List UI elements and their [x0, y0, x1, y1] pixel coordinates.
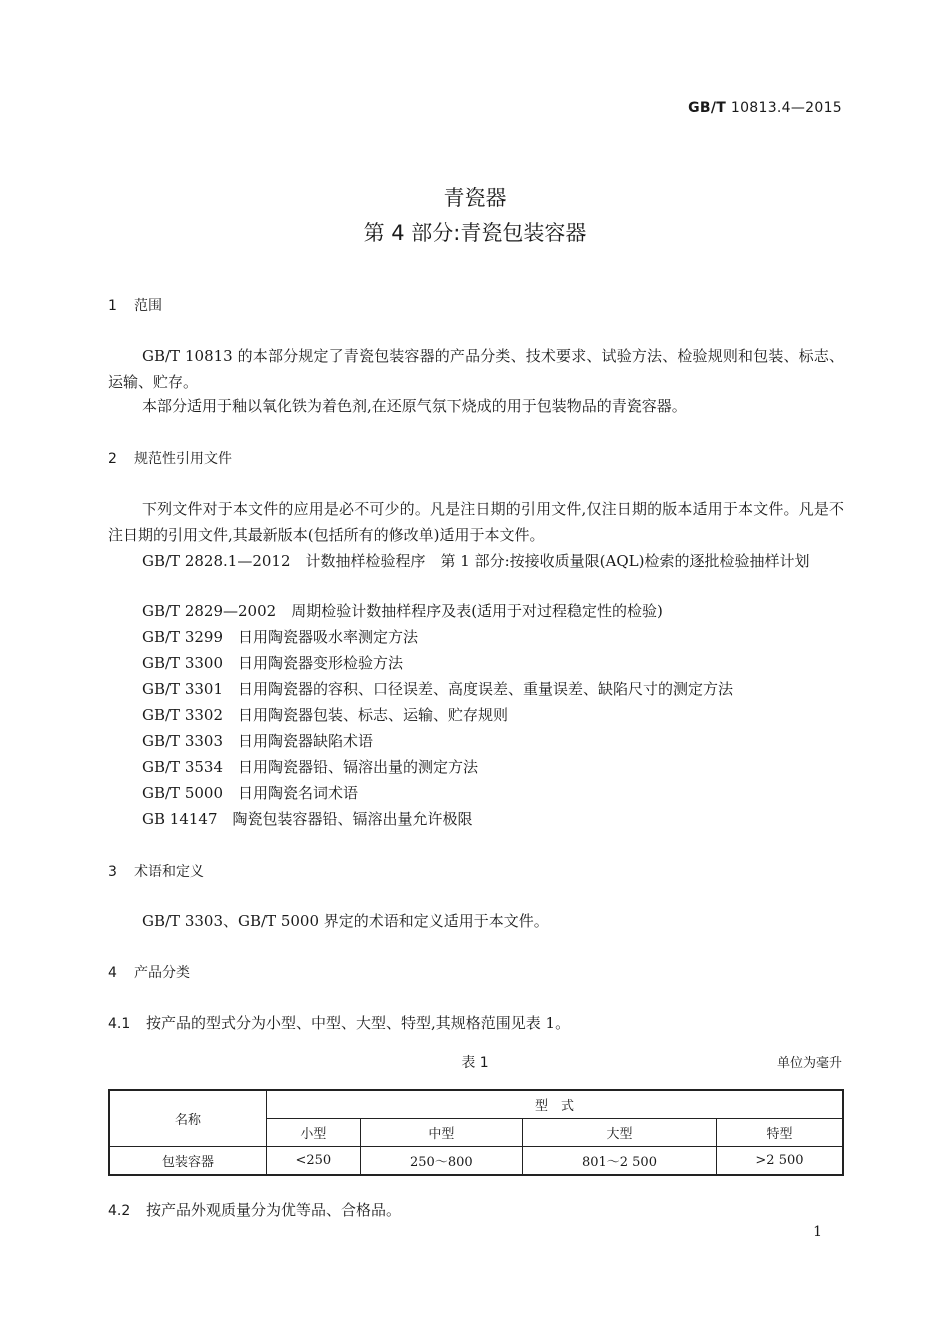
clause-4-2: 4.2 按产品外观质量分为优等品、合格品。	[108, 1201, 402, 1219]
normative-reference: GB/T 3534 日用陶瓷器铅、镉溶出量的测定方法	[142, 758, 479, 776]
standard-number: GB/T 10813.4—2015	[688, 100, 842, 116]
document-subtitle: 第 4 部分:青瓷包装容器	[363, 221, 587, 245]
section-2-heading: 2 规范性引用文件	[108, 451, 232, 467]
table-header-type: 型 式	[267, 1090, 844, 1119]
table-cell: 250～800	[360, 1147, 522, 1176]
section-3-paragraph-1: GB/T 3303、GB/T 5000 界定的术语和定义适用于本文件。	[142, 912, 549, 930]
page-number: 1	[813, 1224, 822, 1240]
section-2-paragraph-1: 下列文件对于本文件的应用是必不可少的。凡是注日期的引用文件,仅注日期的版本适用于本文件。凡是不注日期的引用文件,其最新版本(包括所有的修改单)适用于本文件。	[108, 500, 844, 544]
section-1-paragraph-2: 本部分适用于釉以氧化铁为着色剂,在还原气氛下烧成的用于包装物品的青瓷容器。	[142, 397, 687, 415]
table-col-header: 大型	[522, 1119, 716, 1147]
document-title: 青瓷器	[443, 186, 507, 210]
normative-reference: GB/T 3301 日用陶瓷器的容积、口径误差、高度误差、重量误差、缺陷尺寸的测定方法	[142, 680, 734, 698]
normative-reference: GB/T 3300 日用陶瓷器变形检验方法	[142, 654, 404, 672]
normative-reference: GB 14147 陶瓷包装容器铅、镉溶出量允许极限	[142, 810, 473, 828]
section-1-paragraph-1: GB/T 10813 的本部分规定了青瓷包装容器的产品分类、技术要求、试验方法、检验规则和包装、标志、运输、贮存。	[108, 347, 844, 391]
table-col-header: 中型	[360, 1119, 522, 1147]
table-header-name: 名称	[109, 1090, 267, 1147]
clause-4-1: 4.1 按产品的型式分为小型、中型、大型、特型,其规格范围见表 1。	[108, 1014, 571, 1032]
table-unit: 单位为毫升	[776, 1056, 842, 1071]
section-3-heading: 3 术语和定义	[108, 864, 204, 880]
normative-reference: GB/T 2829—2002 周期检验计数抽样程序及表(适用于对过程稳定性的检验)	[142, 602, 663, 620]
table-cell: <250	[267, 1147, 361, 1176]
normative-reference: GB/T 3303 日用陶瓷器缺陷术语	[142, 732, 374, 750]
section-4-heading: 4 产品分类	[108, 965, 190, 981]
section-1-heading: 1 范围	[108, 298, 162, 314]
table-cell: >2 500	[716, 1147, 843, 1176]
normative-reference: GB/T 3302 日用陶瓷器包装、标志、运输、贮存规则	[142, 706, 509, 724]
table-col-header: 特型	[716, 1119, 843, 1147]
normative-reference: GB/T 5000 日用陶瓷名词术语	[142, 784, 359, 802]
table-row	[109, 1147, 843, 1176]
normative-reference: GB/T 3299 日用陶瓷器吸水率测定方法	[142, 628, 419, 646]
product-classification-table	[108, 1089, 844, 1176]
table-caption: 表 1	[461, 1055, 489, 1071]
normative-reference: GB/T 2828.1—2012 计数抽样检验程序 第 1 部分:按接收质量限(AQL)检索的逐批检验抽样计划	[142, 552, 810, 570]
table-cell: 801～2 500	[522, 1147, 716, 1176]
table-col-header: 小型	[267, 1119, 361, 1147]
table-row-name: 包装容器	[109, 1147, 267, 1176]
